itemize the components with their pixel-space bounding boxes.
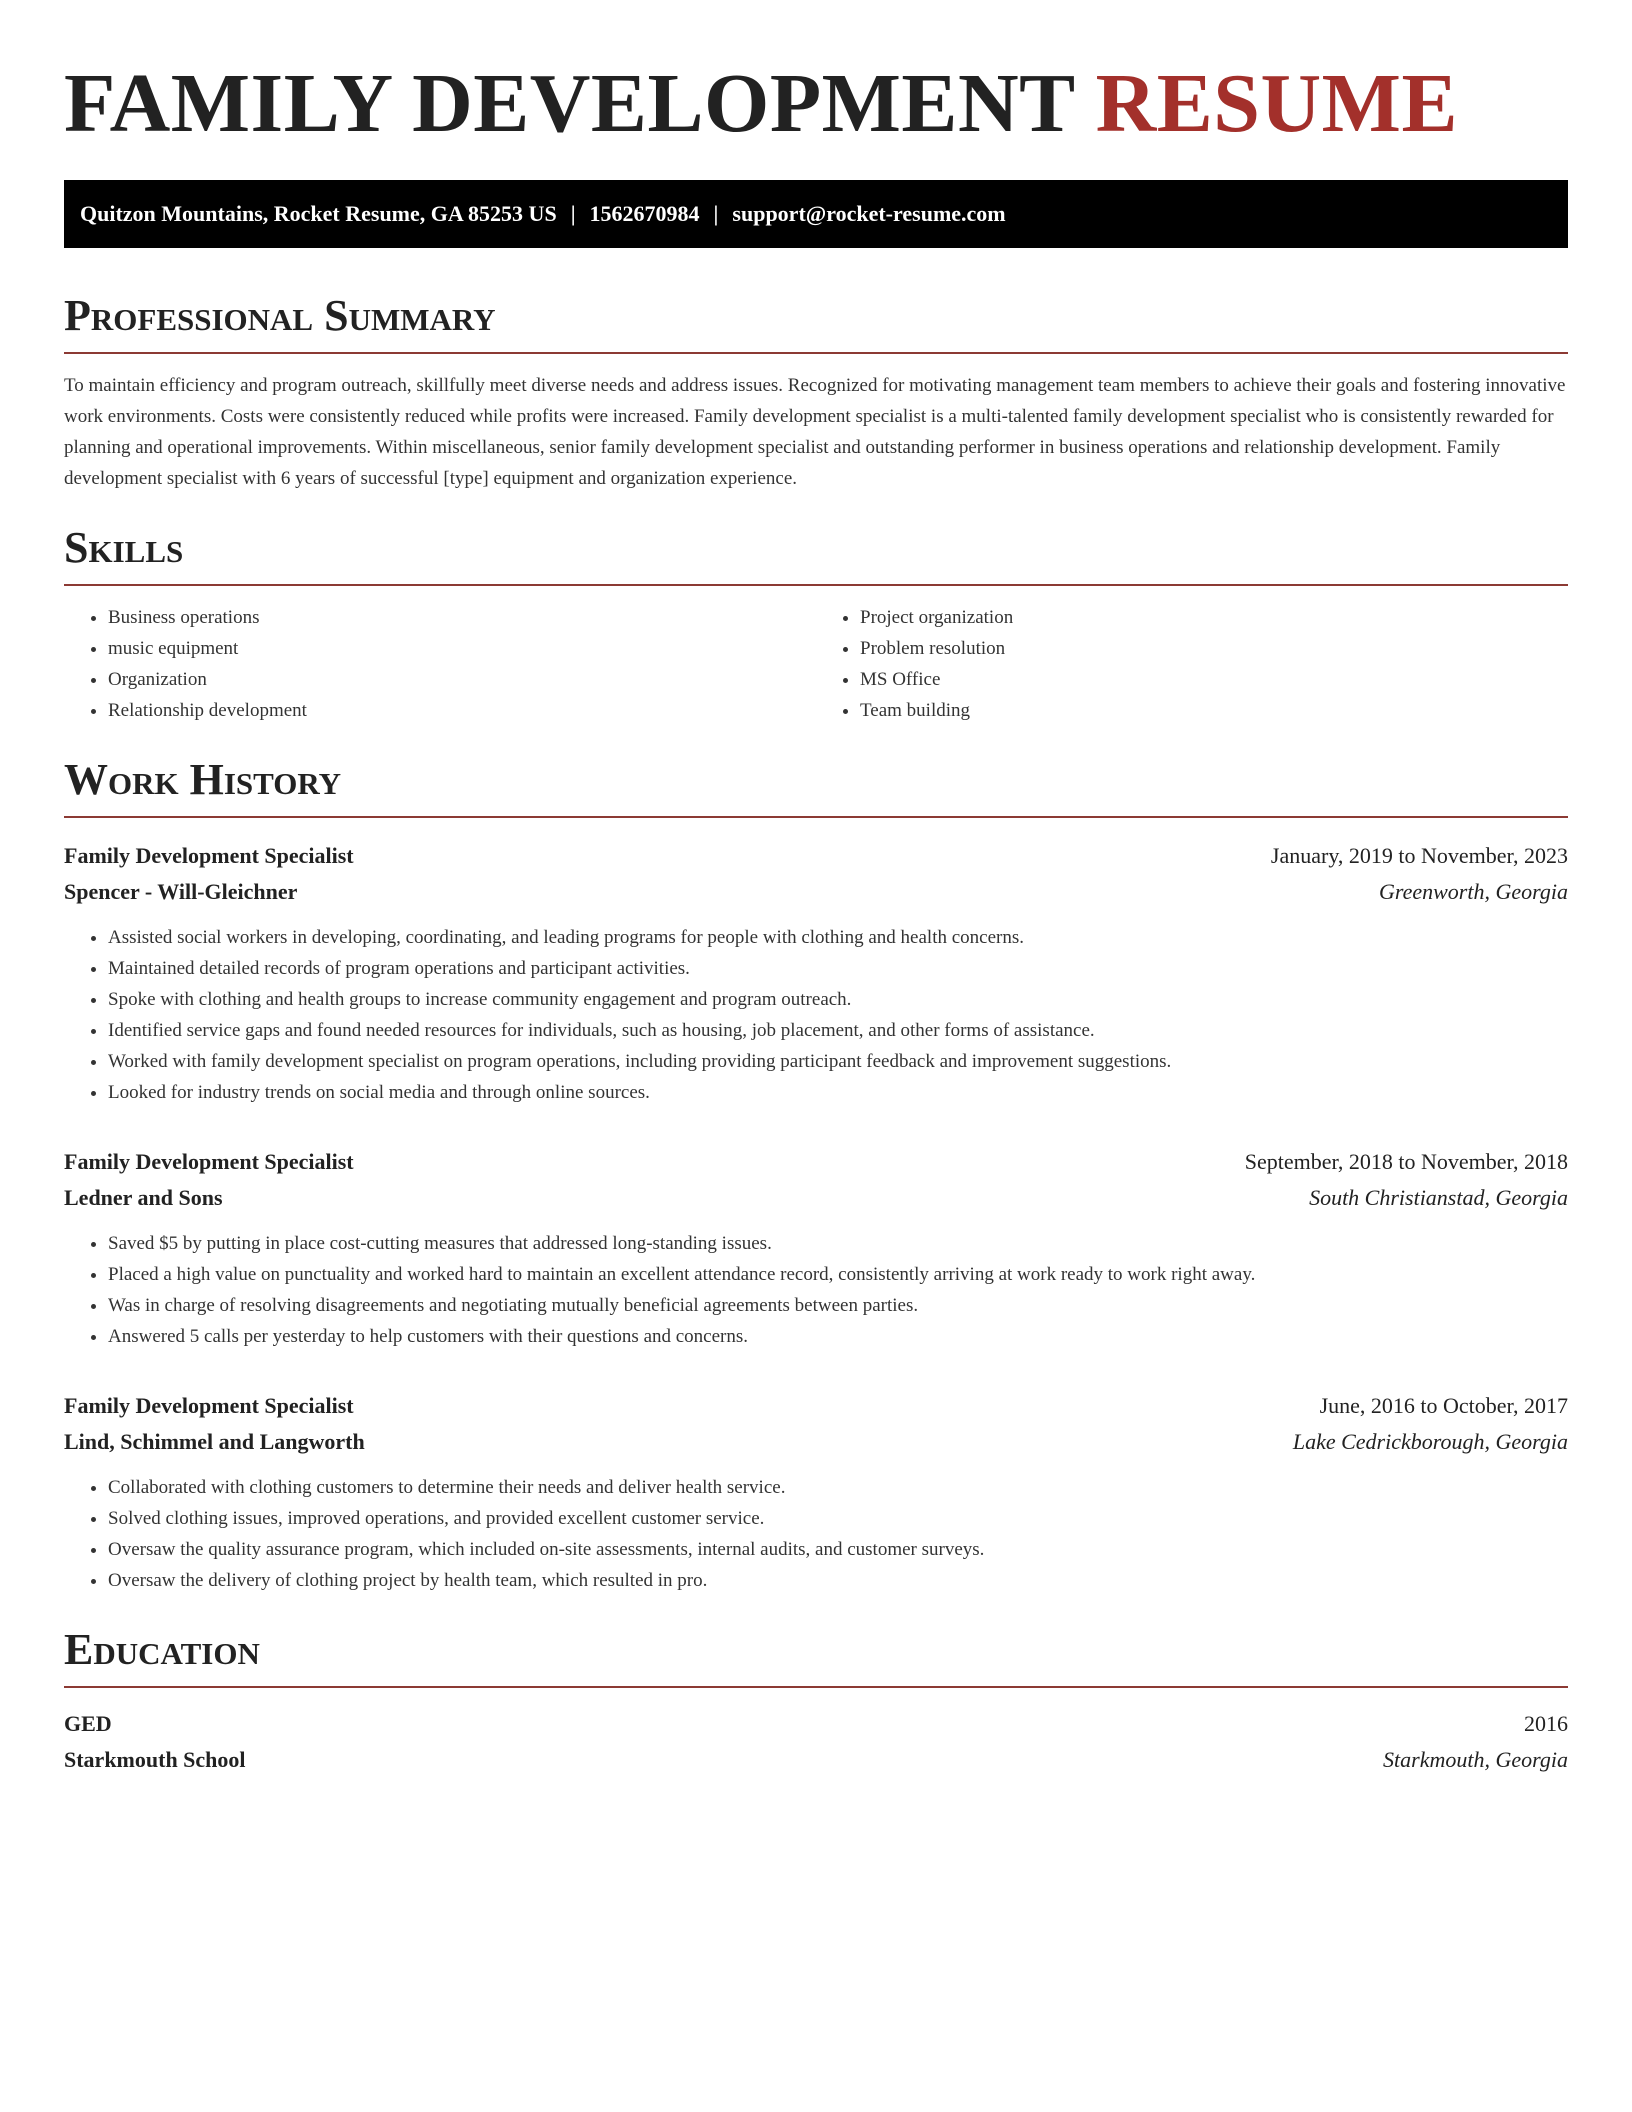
job-title: Family Development Specialist	[64, 1149, 354, 1174]
contact-bar	[64, 180, 1568, 248]
job-title: Family Development Specialist	[64, 1393, 354, 1418]
job-location: Greenworth, Georgia	[1378, 879, 1568, 904]
job-bullet: • Spoke with clothing and health groups to increase community engagement and program outreach.	[108, 984, 1568, 1015]
job-bullet: • Oversaw the delivery of clothing project by health team, which resulted in pro.	[108, 1565, 1568, 1596]
skills-list-left	[64, 602, 816, 726]
summary-section	[64, 292, 1568, 494]
job-location: Lake Cedrickborough, Georgia	[1292, 1429, 1568, 1454]
summary-heading: Professional Summary	[64, 292, 1568, 354]
education-entry	[64, 1706, 1568, 1778]
skill-item: • Problem resolution	[860, 633, 1568, 664]
job-bullet: • Solved clothing issues, improved operations, and provided excellent customer service.	[108, 1503, 1568, 1534]
job-entry	[64, 1144, 1568, 1352]
job-bullets	[64, 1228, 1568, 1352]
skill-item: • Relationship development	[108, 695, 816, 726]
skill-item: • MS Office	[860, 664, 1568, 695]
job-bullet: • Saved $5 by putting in place cost-cutting measures that addressed long-standing issues.	[108, 1228, 1568, 1259]
job-company-row	[64, 1424, 1568, 1460]
job-dates: January, 2019 to November, 2023	[1270, 843, 1568, 868]
job-location: South Christianstad, Georgia	[1309, 1185, 1568, 1210]
education-school: Starkmouth School	[64, 1747, 246, 1772]
skills-section	[64, 524, 1568, 726]
job-company-row	[64, 874, 1568, 910]
job-company: Ledner and Sons	[64, 1185, 223, 1210]
job-bullet: • Placed a high value on punctuality and worked hard to maintain an excellent attendance record, consistently arriving at work ready to work right away.	[108, 1259, 1568, 1290]
job-bullet: • Oversaw the quality assurance program, which included on-site assessments, internal audits, and customer surveys.	[108, 1534, 1568, 1565]
job-bullets	[64, 1472, 1568, 1596]
title-main: FAMILY DEVELOPMENT	[64, 57, 1075, 150]
title-accent: RESUME	[1095, 57, 1458, 150]
job-bullets	[64, 922, 1568, 1108]
contact-separator: |	[713, 201, 719, 226]
skill-item: • Project organization	[860, 602, 1568, 633]
education-school-row	[64, 1742, 1568, 1778]
job-company-row	[64, 1180, 1568, 1216]
contact-email: support@rocket-resume.com	[732, 201, 1006, 226]
job-bullet: • Collaborated with clothing customers to determine their needs and deliver health service.	[108, 1472, 1568, 1503]
contact-phone: 1562670984	[589, 201, 700, 226]
skills-list-right	[816, 602, 1568, 726]
skills-heading: Skills	[64, 524, 1568, 586]
job-header-row	[64, 1388, 1568, 1424]
skill-item: • Team building	[860, 695, 1568, 726]
job-header-row	[64, 1144, 1568, 1180]
job-company: Lind, Schimmel and Langworth	[64, 1429, 365, 1454]
education-section	[64, 1626, 1568, 1778]
job-title: Family Development Specialist	[64, 843, 354, 868]
job-bullet: • Assisted social workers in developing, coordinating, and leading programs for people with clothing and health concerns.	[108, 922, 1568, 953]
work-history-heading: Work History	[64, 756, 1568, 818]
job-dates: June, 2016 to October, 2017	[1319, 1393, 1568, 1418]
skill-item: • music equipment	[108, 633, 816, 664]
education-location: Starkmouth, Georgia	[1383, 1747, 1568, 1772]
contact-address: Quitzon Mountains, Rocket Resume, GA 85253 US	[80, 201, 557, 226]
job-company: Spencer - Will-Gleichner	[64, 879, 298, 904]
job-dates: September, 2018 to November, 2018	[1244, 1149, 1568, 1174]
job-bullet: • Identified service gaps and found needed resources for individuals, such as housing, job placement, and other forms of assistance.	[108, 1015, 1568, 1046]
contact-separator: |	[570, 201, 576, 226]
job-bullet: • Was in charge of resolving disagreements and negotiating mutually beneficial agreements between parties.	[108, 1290, 1568, 1321]
skill-item: • Organization	[108, 664, 816, 695]
skill-item: • Business operations	[108, 602, 816, 633]
job-bullet: • Looked for industry trends on social media and through online sources.	[108, 1077, 1568, 1108]
resume-title	[64, 0, 1568, 152]
education-heading: Education	[64, 1626, 1568, 1688]
job-bullet: • Answered 5 calls per yesterday to help customers with their questions and concerns.	[108, 1321, 1568, 1352]
work-history-section	[64, 756, 1568, 1596]
education-year: 2016	[1524, 1711, 1568, 1736]
job-bullet: • Maintained detailed records of program operations and participant activities.	[108, 953, 1568, 984]
job-bullet: • Worked with family development specialist on program operations, including providing participant feedback and improvement suggestions.	[108, 1046, 1568, 1077]
skills-grid	[64, 602, 1568, 726]
job-header-row	[64, 838, 1568, 874]
job-entry	[64, 1388, 1568, 1596]
education-degree: GED	[64, 1711, 112, 1736]
job-entry	[64, 838, 1568, 1108]
summary-text: To maintain efficiency and program outreach, skillfully meet diverse needs and address issues. Recognized for motivating management team members to achieve their goals and fostering innovative work environments. Costs were consistently reduced while profits were increased. Family development specialist is a multi-talented family development specialist who is consistently rewarded for planning and operational improvements. Within miscellaneous, senior family development specialist and outstanding performer in business operations and relationship development. Family development specialist with 6 years of successful [type] equipment and organization experience.	[64, 375, 1566, 489]
education-degree-row	[64, 1706, 1568, 1742]
